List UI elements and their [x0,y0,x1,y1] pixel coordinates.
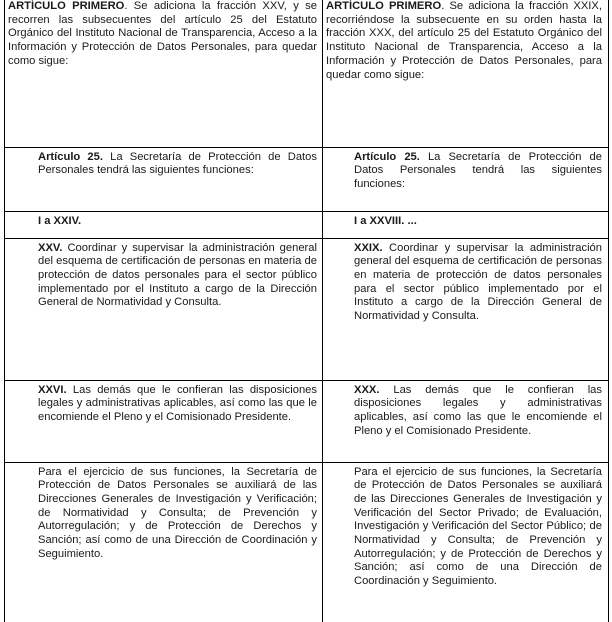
left-cell [5,462,323,622]
bold-text: XXX. [354,383,380,396]
auxiliary-paragraph-right [323,463,608,589]
left-cell [5,0,323,147]
bold-text: I a XXVIII. ... [354,214,417,227]
right-cell [323,462,609,622]
body-text: Las demás que le confieran las disposiciones legales y administrativas aplicables, así como las que le encomiende el Pleno y el Comisionado Presidente. [354,383,602,437]
bold-text: ARTÍCULO PRIMERO [326,0,442,12]
body-text: La Secretaría de Protección de Datos Personales tendrá las siguientes funciones: [354,150,602,190]
bold-text: Artículo 25. [38,150,103,163]
fraction-xxix-right [323,239,608,324]
bold-text: XXIX. [354,241,383,254]
article-heading-left [5,0,322,69]
article-25-right [323,148,608,192]
table-row [5,380,609,462]
bold-text: XXVI. [38,383,67,396]
bold-text: I a XXIV. [38,214,82,227]
auxiliary-paragraph-left [5,463,322,562]
left-cell [5,147,323,211]
right-cell [323,0,609,147]
table-row [5,147,609,211]
body-text: . Se adiciona la fracción XXIX, recorriéndose la subsecuente en su orden hasta la fracción XXX, del artículo 25 del Estatuto Orgánico del Instituto Nacional de Transparencia, Acceso a la Información y Protección de Datos Personales, para quedar como sigue: [326,0,602,81]
table-row [5,238,609,380]
body-text: Para el ejercicio de sus funciones, la Secretaría de Protección de Datos Personales se auxiliará de las Direcciones Generales de Investigación y Verificación del Sector Privado; de Evaluación, Investigación y Verificación del Sector Público; de Normatividad y Consulta; de Prevención y Autorregulación; y de Protección de Derechos y Sanción; así como de una Dirección de Coordinación y Seguimiento. [354,465,602,588]
right-cell [323,238,609,380]
body-text: . Se adiciona la fracción XXV, y se recorren las subsecuentes del artículo 25 del Estatuto Orgánico del Instituto Nacional de Transparencia, Acceso a la Información y Protección de Datos Personales, para quedar como sigue: [8,0,317,67]
table-row [5,462,609,622]
fraction-xxvi-left [5,381,322,425]
right-cell [323,147,609,211]
right-cell [323,211,609,238]
fraction-range-left [5,212,322,229]
body-text: Para el ejercicio de sus funciones, la Secretaría de Protección de Datos Personales se auxiliará de las Direcciones Generales de Investigación y Verificación; de Normatividad y Consulta; de Prevención y Autorregulación; y de Protección de Derechos y Sanción; así como de una Dirección de Coordinación y Seguimiento. [38,465,317,560]
bold-text: XXV. [38,241,63,254]
article-heading-right [323,0,608,82]
body-text: Las demás que le confieran las disposiciones legales y administrativas aplicables, así como las que le encomiende el Pleno y el Comisionado Presidente. [38,383,317,423]
comparison-table [4,0,609,622]
body-text: La Secretaría de Protección de Datos Personales tendrá las siguientes funciones: [38,150,317,177]
table-row [5,0,609,147]
article-25-left [5,148,322,178]
right-cell [323,380,609,462]
left-cell [5,238,323,380]
fraction-xxv-left [5,239,322,311]
left-cell [5,380,323,462]
left-cell [5,211,323,238]
table-row [5,211,609,238]
body-text: Coordinar y supervisar la administración general del esquema de certificación de personas en materia de protección de datos personales para el sector público implementado por el Instituto a cargo de la Dirección General de Normatividad y Consulta. [38,241,317,309]
body-text: Coordinar y supervisar la administración general del esquema de certificación de personas en materia de protección de datos personales para el sector público implementado por el Instituto a cargo de la Dirección General de Normatividad y Consulta. [354,241,602,323]
fraction-range-right [323,212,608,229]
bold-text: ARTÍCULO PRIMERO [8,0,125,12]
fraction-xxx-right [323,381,608,439]
bold-text: Artículo 25. [354,150,420,163]
